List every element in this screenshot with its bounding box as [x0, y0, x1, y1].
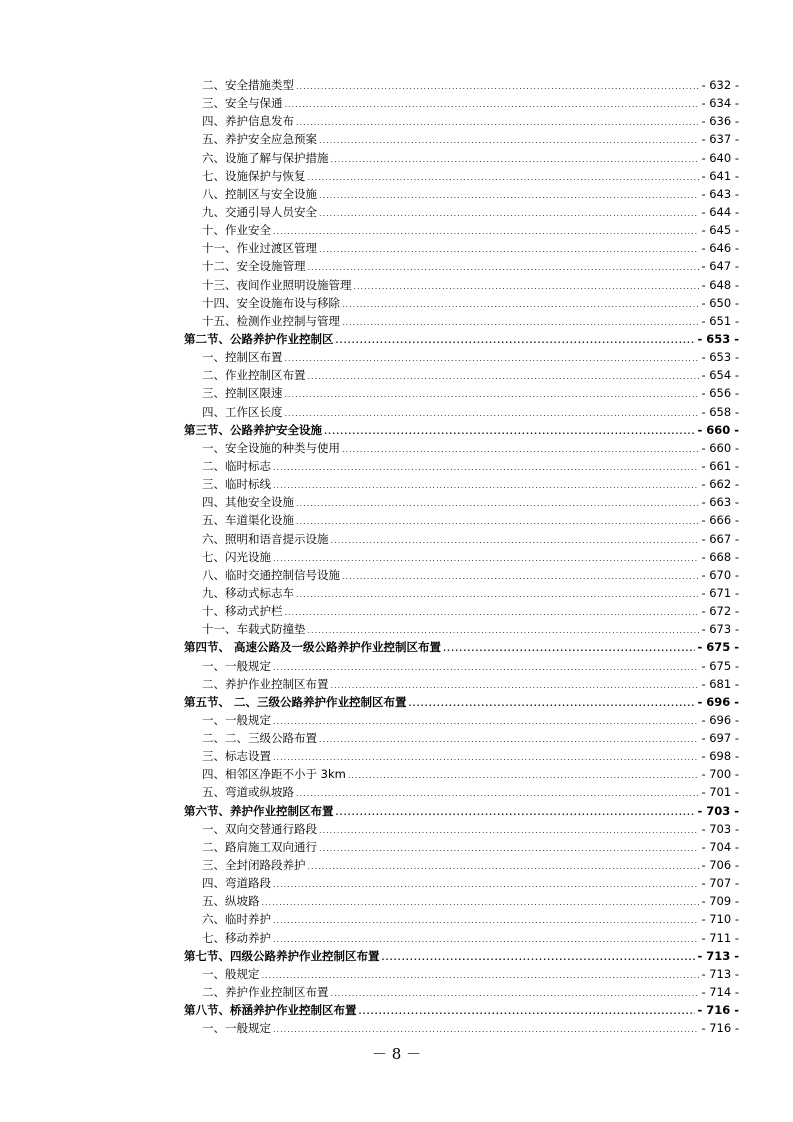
dot-leader: [285, 96, 700, 112]
dot-leader: [331, 532, 700, 548]
dot-leader: [319, 132, 699, 148]
dot-leader: [382, 949, 696, 965]
toc-entry-title: 一、一般规定: [202, 712, 271, 727]
table-of-contents: [184, 76, 739, 1037]
toc-entry[interactable]: [184, 439, 739, 457]
toc-entry-title: 三、安全与保通: [202, 96, 283, 111]
toc-entry[interactable]: [184, 820, 739, 838]
dot-leader: [342, 314, 699, 330]
toc-entry[interactable]: [184, 747, 739, 765]
toc-entry-title: 一、般规定: [202, 966, 260, 981]
toc-entry-title: 十一、车载式防撞垫: [202, 622, 306, 637]
toc-entry-title: 七、设施保护与恢复: [202, 168, 306, 183]
toc-entry-title: 第六节、养护作业控制区布置: [184, 803, 334, 818]
toc-entry-page: - 658 -: [701, 404, 739, 419]
toc-entry[interactable]: [184, 403, 739, 421]
toc-entry[interactable]: [184, 711, 739, 729]
toc-entry[interactable]: [184, 112, 739, 130]
dot-leader: [354, 278, 700, 294]
toc-entry-page: - 673 -: [701, 622, 739, 637]
toc-entry-page: - 660 -: [697, 422, 739, 437]
toc-entry-page: - 713 -: [701, 966, 739, 981]
toc-entry[interactable]: [184, 457, 739, 475]
dot-leader: [262, 967, 700, 983]
toc-entry[interactable]: [184, 566, 739, 584]
toc-entry[interactable]: [184, 239, 739, 257]
toc-entry[interactable]: [184, 892, 739, 910]
toc-entry-title: 二、临时标志: [202, 458, 271, 473]
toc-entry-title: 一、控制区布置: [202, 350, 283, 365]
toc-entry-title: 六、照明和语音提示设施: [202, 531, 329, 546]
toc-entry-page: - 703 -: [701, 821, 739, 836]
toc-entry[interactable]: [184, 130, 739, 148]
toc-section-entry[interactable]: [184, 421, 739, 439]
toc-entry-page: - 667 -: [701, 531, 739, 546]
toc-entry-title: 五、养护安全应急预案: [202, 132, 317, 147]
toc-entry-page: - 646 -: [701, 241, 739, 256]
dot-leader: [319, 731, 699, 747]
toc-entry-page: - 668 -: [701, 549, 739, 564]
dot-leader: [296, 785, 699, 801]
dot-leader: [319, 205, 699, 221]
toc-entry[interactable]: [184, 910, 739, 928]
toc-entry-title: 二、作业控制区布置: [202, 368, 306, 383]
toc-section-entry[interactable]: [184, 330, 739, 348]
toc-entry-page: - 634 -: [701, 96, 739, 111]
toc-entry-title: 一、一般规定: [202, 658, 271, 673]
toc-entry[interactable]: [184, 983, 739, 1001]
toc-entry-page: - 643 -: [701, 186, 739, 201]
toc-entry-title: 九、交通引导人员安全: [202, 204, 317, 219]
dot-leader: [273, 459, 699, 475]
toc-entry-page: - 703 -: [697, 803, 739, 818]
toc-entry[interactable]: [184, 185, 739, 203]
dot-leader: [409, 695, 696, 711]
toc-entry-page: - 636 -: [701, 114, 739, 129]
toc-entry[interactable]: [184, 765, 739, 783]
toc-entry-page: - 706 -: [701, 858, 739, 873]
toc-section-entry[interactable]: [184, 802, 739, 820]
toc-entry[interactable]: [184, 965, 739, 983]
dot-leader: [273, 876, 699, 892]
dot-leader: [331, 985, 700, 1001]
toc-entry-title: 二、路肩施工双向通行: [202, 839, 317, 854]
toc-entry[interactable]: [184, 312, 739, 330]
toc-entry-page: - 696 -: [697, 694, 739, 709]
dot-leader: [342, 441, 699, 457]
toc-entry[interactable]: [184, 729, 739, 747]
toc-entry-page: - 671 -: [701, 585, 739, 600]
dot-leader: [273, 749, 699, 765]
toc-entry-page: - 637 -: [701, 132, 739, 147]
toc-entry-page: - 647 -: [701, 259, 739, 274]
toc-entry-page: - 641 -: [701, 168, 739, 183]
toc-entry-title: 二、安全措施类型: [202, 78, 294, 92]
toc-entry-title: 十二、安全设施管理: [202, 259, 306, 274]
toc-section-entry[interactable]: [184, 638, 739, 656]
toc-entry-title: 一、一般规定: [202, 1021, 271, 1036]
toc-entry[interactable]: [184, 548, 739, 566]
toc-entry-title: 十一、作业过渡区管理: [202, 241, 317, 256]
toc-entry-title: 六、临时养护: [202, 912, 271, 927]
dot-leader: [308, 169, 700, 185]
toc-entry-page: - 697 -: [701, 731, 739, 746]
toc-entry[interactable]: [184, 294, 739, 312]
toc-entry-page: - 704 -: [701, 839, 739, 854]
toc-entry-page: - 656 -: [701, 386, 739, 401]
toc-entry-title: 第八节、桥涵养护作业控制区布置: [184, 1003, 357, 1018]
toc-entry[interactable]: [184, 149, 739, 167]
page-number: － 8 －: [371, 1045, 422, 1063]
toc-entry-title: 四、相邻区净距不小于 3km: [202, 767, 346, 782]
dot-leader: [342, 568, 699, 584]
toc-entry-title: 四、养护信息发布: [202, 114, 294, 129]
dot-leader: [273, 223, 699, 239]
toc-entry-title: 六、设施了解与保护措施: [202, 150, 329, 165]
toc-entry-page: - 710 -: [701, 912, 739, 927]
toc-entry[interactable]: [184, 257, 739, 275]
toc-entry-page: - 662 -: [701, 477, 739, 492]
toc-entry[interactable]: [184, 874, 739, 892]
toc-entry-title: 五、弯道或纵坡路: [202, 785, 294, 800]
toc-entry-page: - 645 -: [701, 223, 739, 238]
toc-entry[interactable]: [184, 276, 739, 294]
toc-entry[interactable]: [184, 838, 739, 856]
toc-entry-page: - 666 -: [701, 513, 739, 528]
toc-entry-title: 十三、夜间作业照明设施管理: [202, 277, 352, 292]
dot-leader: [285, 386, 700, 402]
dot-leader: [331, 677, 700, 693]
toc-entry[interactable]: [184, 221, 739, 239]
toc-entry-title: 一、安全设施的种类与使用: [202, 440, 340, 455]
dot-leader: [443, 640, 695, 656]
dot-leader: [273, 659, 699, 675]
dot-leader: [308, 622, 700, 638]
dot-leader: [319, 241, 699, 257]
toc-entry-title: 四、弯道路段: [202, 876, 271, 891]
dot-leader: [319, 187, 699, 203]
toc-entry-title: 第七节、四级公路养护作业控制区布置: [184, 948, 380, 963]
toc-entry-title: 三、标志设置: [202, 749, 271, 764]
toc-entry-title: 十四、安全设施布设与移除: [202, 295, 340, 310]
toc-entry-page: - 660 -: [701, 440, 739, 455]
dot-leader: [319, 840, 699, 856]
dot-leader: [296, 586, 699, 602]
toc-entry-page: - 709 -: [701, 894, 739, 909]
toc-entry[interactable]: [184, 493, 739, 511]
dot-leader: [296, 495, 699, 511]
toc-entry-page: - 651 -: [701, 313, 739, 328]
dot-leader: [273, 550, 699, 566]
toc-entry-title: 二、养护作业控制区布置: [202, 985, 329, 1000]
dot-leader: [308, 368, 700, 384]
toc-entry-page: - 675 -: [701, 658, 739, 673]
toc-entry[interactable]: [184, 384, 739, 402]
dot-leader: [319, 822, 699, 838]
toc-entry-page: - 640 -: [701, 150, 739, 165]
dot-leader: [348, 767, 700, 783]
toc-entry-page: - 707 -: [701, 876, 739, 891]
toc-entry-title: 十、作业安全: [202, 223, 271, 238]
toc-entry-page: - 713 -: [697, 948, 739, 963]
dot-leader: [273, 931, 699, 947]
toc-entry-page: - 670 -: [701, 567, 739, 582]
toc-entry[interactable]: [184, 76, 739, 94]
toc-entry-title: 五、车道渠化设施: [202, 513, 294, 528]
toc-entry[interactable]: [184, 348, 739, 366]
toc-entry-title: 四、工作区长度: [202, 404, 283, 419]
toc-entry-page: - 653 -: [697, 331, 739, 346]
toc-entry-title: 九、移动式标志车: [202, 585, 294, 600]
dot-leader: [273, 912, 699, 928]
toc-entry[interactable]: [184, 475, 739, 493]
toc-entry-page: - 700 -: [701, 767, 739, 782]
toc-entry-page: - 675 -: [697, 640, 739, 655]
dot-leader: [336, 804, 696, 820]
toc-entry-page: - 681 -: [701, 676, 739, 691]
toc-entry-title: 七、移动养护: [202, 930, 271, 945]
toc-entry-title: 二、养护作业控制区布置: [202, 676, 329, 691]
toc-entry[interactable]: [184, 856, 739, 874]
toc-entry-title: 第四节、 高速公路及一级公路养护作业控制区布置: [184, 640, 442, 655]
dot-leader: [296, 78, 699, 94]
toc-entry-title: 三、临时标线: [202, 477, 271, 492]
toc-entry-title: 四、其他安全设施: [202, 495, 294, 510]
dot-leader: [324, 423, 695, 439]
toc-entry[interactable]: [184, 584, 739, 602]
toc-entry-title: 三、控制区限速: [202, 386, 283, 401]
toc-entry-title: 七、闪光设施: [202, 549, 271, 564]
toc-entry-page: - 716 -: [697, 1003, 739, 1018]
toc-entry[interactable]: [184, 511, 739, 529]
dot-leader: [336, 332, 696, 348]
toc-entry-title: 十、移动式护栏: [202, 604, 283, 619]
toc-entry-page: - 711 -: [701, 930, 739, 945]
toc-entry-page: - 650 -: [701, 295, 739, 310]
dot-leader: [285, 604, 700, 620]
toc-entry-title: 三、全封闭路段养护: [202, 858, 306, 873]
toc-entry[interactable]: [184, 675, 739, 693]
dot-leader: [273, 477, 699, 493]
toc-entry-page: - 714 -: [701, 985, 739, 1000]
dot-leader: [273, 1021, 699, 1037]
toc-entry[interactable]: [184, 602, 739, 620]
toc-entry[interactable]: [184, 366, 739, 384]
toc-entry-page: - 716 -: [701, 1021, 739, 1036]
toc-entry[interactable]: [184, 1019, 739, 1037]
toc-entry-title: 第三节、公路养护安全设施: [184, 422, 322, 437]
toc-entry[interactable]: [184, 203, 739, 221]
toc-entry-title: 二、二、三级公路布置: [202, 731, 317, 746]
dot-leader: [285, 350, 700, 366]
dot-leader: [308, 858, 700, 874]
dot-leader: [262, 894, 700, 910]
toc-entry[interactable]: [184, 929, 739, 947]
toc-entry[interactable]: [184, 94, 739, 112]
toc-entry-title: 一、双向交替通行路段: [202, 821, 317, 836]
toc-entry-page: - 661 -: [701, 458, 739, 473]
toc-entry-page: - 696 -: [701, 712, 739, 727]
toc-entry-title: 第二节、公路养护作业控制区: [184, 331, 334, 346]
dot-leader: [296, 513, 699, 529]
toc-entry-page: - 644 -: [701, 204, 739, 219]
dot-leader: [331, 151, 700, 167]
toc-entry[interactable]: [184, 657, 739, 675]
toc-entry-title: 八、临时交通控制信号设施: [202, 567, 340, 582]
toc-entry-title: 十五、检测作业控制与管理: [202, 313, 340, 328]
toc-entry-page: - 654 -: [701, 368, 739, 383]
toc-entry-title: 第五节、 二、三级公路养护作业控制区布置: [184, 694, 407, 709]
dot-leader: [359, 1003, 696, 1019]
toc-entry[interactable]: [184, 530, 739, 548]
dot-leader: [296, 114, 699, 130]
dot-leader: [273, 713, 699, 729]
toc-entry-page: - 653 -: [701, 350, 739, 365]
dot-leader: [342, 296, 699, 312]
toc-entry-page: - 648 -: [701, 277, 739, 292]
toc-entry[interactable]: [184, 620, 739, 638]
dot-leader: [285, 405, 700, 421]
toc-section-entry[interactable]: [184, 693, 739, 711]
toc-entry-title: 八、控制区与安全设施: [202, 186, 317, 201]
toc-section-entry[interactable]: [184, 947, 739, 965]
toc-entry-page: - 663 -: [701, 495, 739, 510]
toc-entry-page: - 698 -: [701, 749, 739, 764]
toc-entry-page: - 632 -: [701, 78, 739, 92]
dot-leader: [308, 259, 700, 275]
toc-entry[interactable]: [184, 167, 739, 185]
toc-entry-page: - 701 -: [701, 785, 739, 800]
toc-entry[interactable]: [184, 783, 739, 801]
toc-entry-title: 五、纵坡路: [202, 894, 260, 909]
toc-entry-page: - 672 -: [701, 604, 739, 619]
toc-section-entry[interactable]: [184, 1001, 739, 1019]
